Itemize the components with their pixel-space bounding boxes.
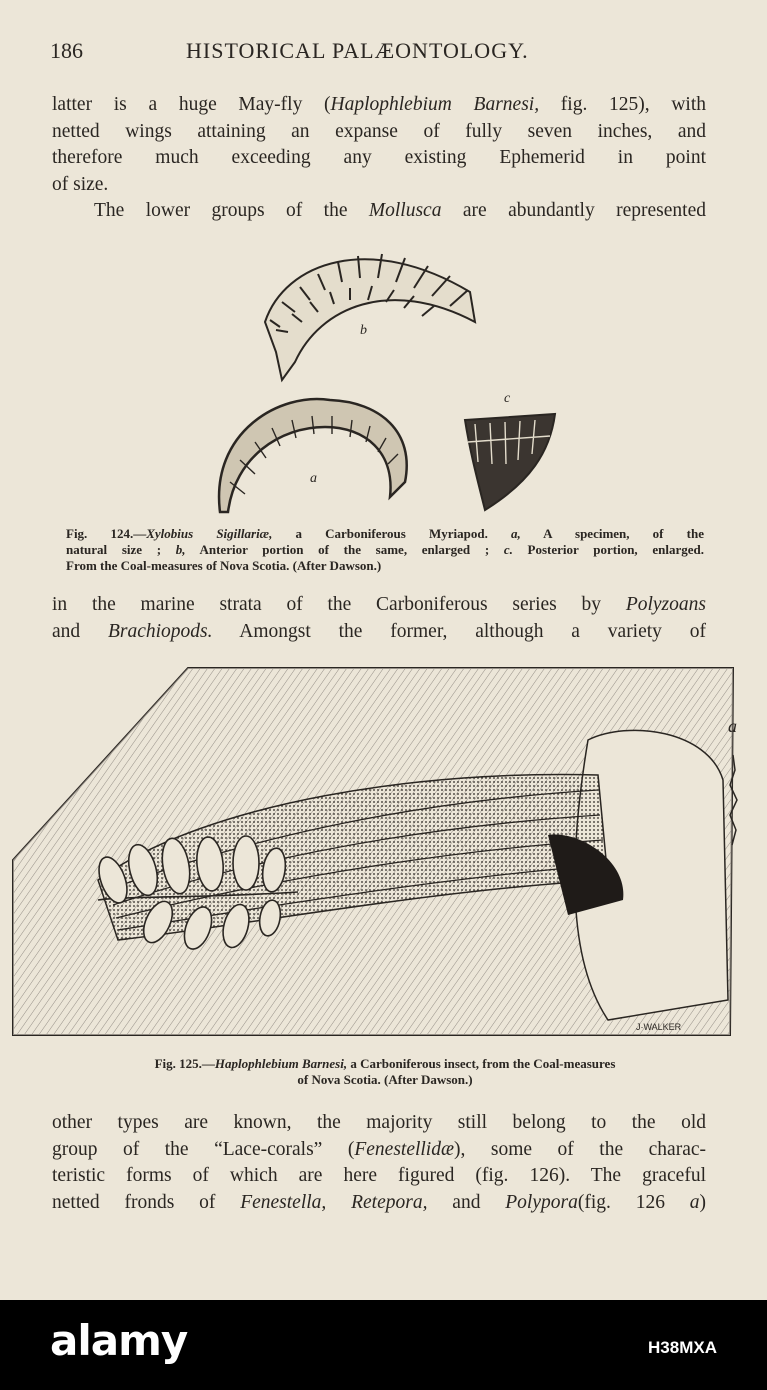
text-line: other types are known, the majority still belong to the old bbox=[52, 1112, 706, 1133]
paragraph-lace-corals bbox=[52, 1110, 706, 1216]
caption-line: Fig. 125.—Haplophlebium Barnesi, a Carboniferous insect, from the Coal-measures bbox=[154, 1056, 616, 1071]
caption-line: Fig. 124.—Xylobius Sigillariæ, a Carboniferous Myriapod. a, A specimen, of the bbox=[66, 526, 704, 541]
text-line: of size. bbox=[52, 173, 109, 195]
figure-125-caption bbox=[66, 1056, 704, 1088]
caption-line: of Nova Scotia. (After Dawson.) bbox=[297, 1072, 473, 1087]
fig124-label-a: a bbox=[310, 471, 317, 486]
text-line: netted wings attaining an expanse of fully seven inches, and bbox=[52, 120, 706, 142]
text-line: in the marine strata of the Carboniferous series by Polyzoans bbox=[52, 594, 706, 615]
image-id: H38MXA bbox=[648, 1338, 717, 1357]
fig124-label-b: b bbox=[360, 323, 367, 338]
text-line: therefore much exceeding any existing Ephemerid in point bbox=[52, 147, 706, 168]
text-line: netted fronds of Fenestella, Retepora, and Polypora(fig. 126 a) bbox=[52, 1191, 707, 1213]
myriapod-posterior-c bbox=[465, 414, 555, 510]
caption-line: natural size ; b, Anterior portion of the same, enlarged ; c. Posterior portion, enlarged. bbox=[66, 542, 704, 557]
text-line: latter is a huge May-fly (Haplophlebium Barnesi, fig. 125), with bbox=[52, 94, 706, 115]
figure-124-caption bbox=[66, 526, 704, 574]
running-title: HISTORICAL PALÆONTOLOGY. bbox=[186, 38, 529, 63]
myriapod-specimen-a bbox=[219, 399, 407, 512]
text-line: teristic forms of which are here figured (fig. 126). The graceful bbox=[52, 1165, 706, 1186]
paragraph-polyzoans bbox=[52, 592, 706, 645]
fig124-label-c: c bbox=[504, 391, 511, 406]
caption-line: From the Coal-measures of Nova Scotia. (After Dawson.) bbox=[66, 558, 382, 573]
text-line: and Brachiopods. Amongst the former, although a variety of bbox=[52, 620, 706, 642]
text-line: group of the “Lace-corals” (Fenestellidæ), some of the charac- bbox=[52, 1138, 706, 1160]
paragraph-mayfly bbox=[52, 92, 706, 225]
fig125-label-a: a bbox=[728, 716, 737, 736]
figure-124-illustration bbox=[200, 232, 570, 522]
engraver-signature: J·WALKER bbox=[636, 1022, 682, 1032]
text-line: The lower groups of the Mollusca are abundantly represented bbox=[94, 200, 706, 221]
page-number: 186 bbox=[50, 38, 83, 63]
myriapod-anterior-b bbox=[265, 254, 475, 380]
alamy-logo: alamy bbox=[50, 1316, 188, 1365]
page-header bbox=[50, 38, 710, 68]
figure-125-illustration bbox=[8, 660, 748, 1044]
stock-footer bbox=[0, 1300, 767, 1390]
